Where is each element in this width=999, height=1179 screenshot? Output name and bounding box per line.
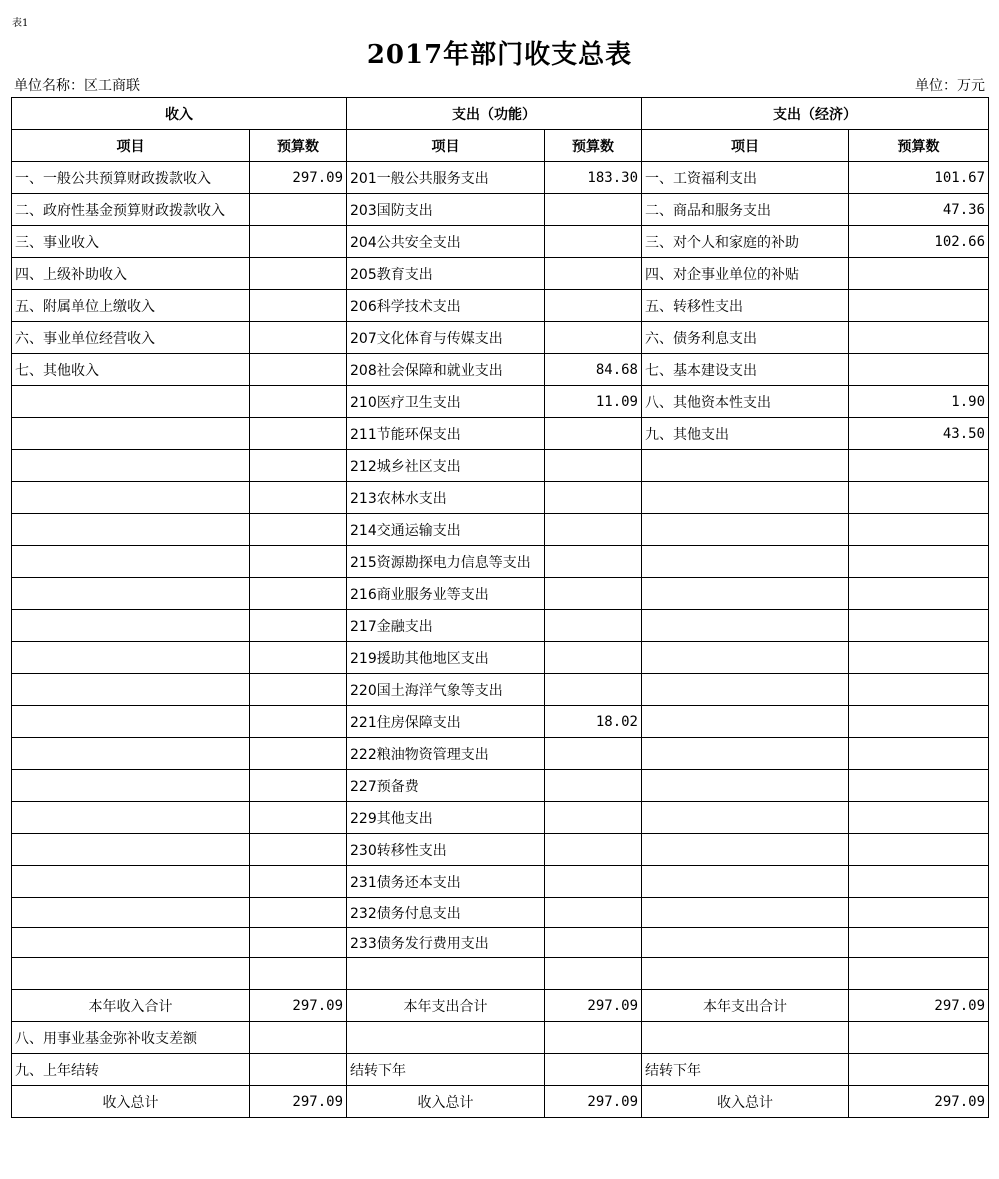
income-budget-cell — [250, 802, 347, 834]
economic-expense-budget-cell — [849, 610, 989, 642]
income-total-label: 本年收入合计 — [12, 990, 250, 1022]
economic-expense-item-cell — [642, 834, 849, 866]
column-header-item: 项目 — [642, 130, 849, 162]
income-item-cell — [12, 958, 250, 990]
column-header-budget: 预算数 — [849, 130, 989, 162]
functional-expense-item-cell: 204公共安全支出 — [347, 226, 545, 258]
income-item-cell — [12, 706, 250, 738]
economic-expense-budget-cell — [849, 642, 989, 674]
economic-expense-budget-cell — [849, 898, 989, 928]
income-total-value: 297.09 — [250, 990, 347, 1022]
economic-expense-budget-cell: 101.67 — [849, 162, 989, 194]
economic-expense-total-label: 本年支出合计 — [642, 990, 849, 1022]
functional-expense-budget-cell — [545, 834, 642, 866]
income-budget-cell — [250, 418, 347, 450]
economic-expense-budget-cell — [849, 674, 989, 706]
income-item-cell — [12, 578, 250, 610]
economic-expense-budget-cell — [849, 514, 989, 546]
column-header-item: 项目 — [347, 130, 545, 162]
annual-total-row — [12, 990, 989, 1022]
income-section-header: 收入 — [12, 98, 347, 130]
economic-expense-budget-cell — [849, 450, 989, 482]
income-budget-cell — [250, 450, 347, 482]
income-item-cell: 六、事业单位经营收入 — [12, 322, 250, 354]
functional-expense-total-value: 297.09 — [545, 990, 642, 1022]
economic-expense-budget-cell: 102.66 — [849, 226, 989, 258]
empty-cell — [545, 1022, 642, 1054]
functional-expense-item-cell: 205教育支出 — [347, 258, 545, 290]
functional-expense-item-cell: 219援助其他地区支出 — [347, 642, 545, 674]
economic-expense-budget-cell — [849, 802, 989, 834]
income-item-cell — [12, 770, 250, 802]
table-row — [12, 928, 989, 958]
economic-expense-item-cell — [642, 928, 849, 958]
table-row — [12, 386, 989, 418]
economic-expense-item-cell — [642, 958, 849, 990]
income-item-cell — [12, 642, 250, 674]
functional-expense-item-cell — [347, 958, 545, 990]
income-budget-cell — [250, 354, 347, 386]
economic-expense-section-header: 支出（经济） — [642, 98, 989, 130]
income-item-cell — [12, 928, 250, 958]
functional-expense-budget-cell: 183.30 — [545, 162, 642, 194]
empty-cell — [849, 1054, 989, 1086]
functional-expense-item-cell: 232债务付息支出 — [347, 898, 545, 928]
table-row — [12, 354, 989, 386]
functional-expense-item-cell: 213农林水支出 — [347, 482, 545, 514]
functional-expense-budget-cell — [545, 194, 642, 226]
income-budget-cell — [250, 226, 347, 258]
income-budget-cell — [250, 738, 347, 770]
economic-expense-item-cell — [642, 802, 849, 834]
column-header-row — [12, 130, 989, 162]
economic-expense-budget-cell — [849, 928, 989, 958]
table-row — [12, 482, 989, 514]
functional-expense-item-cell: 227预备费 — [347, 770, 545, 802]
grand-total-row — [12, 1086, 989, 1118]
table-row — [12, 802, 989, 834]
grand-total-economic-value: 297.09 — [849, 1086, 989, 1118]
income-budget-cell: 297.09 — [250, 162, 347, 194]
functional-expense-budget-cell — [545, 898, 642, 928]
grand-total-label: 收入总计 — [12, 1086, 250, 1118]
economic-expense-item-cell — [642, 706, 849, 738]
functional-expense-total-label: 本年支出合计 — [347, 990, 545, 1022]
income-budget-cell — [250, 386, 347, 418]
functional-expense-item-cell: 216商业服务业等支出 — [347, 578, 545, 610]
income-item-cell — [12, 610, 250, 642]
functional-expense-budget-cell — [545, 514, 642, 546]
functional-expense-item-cell: 231债务还本支出 — [347, 866, 545, 898]
empty-cell — [250, 1022, 347, 1054]
functional-expense-item-cell: 221住房保障支出 — [347, 706, 545, 738]
empty-cell — [849, 1022, 989, 1054]
functional-expense-item-cell: 203国防支出 — [347, 194, 545, 226]
economic-expense-budget-cell — [849, 322, 989, 354]
economic-expense-item-cell: 二、商品和服务支出 — [642, 194, 849, 226]
carryover-row — [12, 1054, 989, 1086]
functional-expense-item-cell: 215资源勘探电力信息等支出 — [347, 546, 545, 578]
table-row — [12, 322, 989, 354]
functional-expense-item-cell: 208社会保障和就业支出 — [347, 354, 545, 386]
functional-expense-item-cell: 201一般公共服务支出 — [347, 162, 545, 194]
functional-expense-budget-cell: 11.09 — [545, 386, 642, 418]
economic-expense-item-cell: 九、其他支出 — [642, 418, 849, 450]
economic-expense-budget-cell — [849, 258, 989, 290]
economic-expense-item-cell — [642, 450, 849, 482]
functional-expense-item-cell: 212城乡社区支出 — [347, 450, 545, 482]
income-budget-cell — [250, 514, 347, 546]
economic-expense-item-cell: 三、对个人和家庭的补助 — [642, 226, 849, 258]
income-item-cell — [12, 834, 250, 866]
income-item-cell — [12, 514, 250, 546]
functional-expense-item-cell: 229其他支出 — [347, 802, 545, 834]
economic-expense-item-cell — [642, 898, 849, 928]
income-budget-cell — [250, 928, 347, 958]
fund-supplement-label: 八、用事业基金弥补收支差额 — [12, 1022, 250, 1054]
economic-expense-item-cell — [642, 482, 849, 514]
income-item-cell — [12, 418, 250, 450]
table-row — [12, 958, 989, 990]
functional-expense-budget-cell — [545, 258, 642, 290]
functional-expense-budget-cell — [545, 482, 642, 514]
economic-expense-item-cell — [642, 738, 849, 770]
currency-unit-label: 单位：万元 — [915, 78, 985, 94]
income-budget-cell — [250, 706, 347, 738]
table-row — [12, 738, 989, 770]
economic-expense-budget-cell — [849, 738, 989, 770]
functional-expense-item-cell: 214交通运输支出 — [347, 514, 545, 546]
table-row — [12, 418, 989, 450]
income-item-cell — [12, 802, 250, 834]
functional-expense-budget-cell — [545, 290, 642, 322]
grand-total-label: 收入总计 — [347, 1086, 545, 1118]
functional-expense-budget-cell — [545, 928, 642, 958]
functional-expense-budget-cell — [545, 226, 642, 258]
economic-expense-item-cell — [642, 642, 849, 674]
grand-total-label: 收入总计 — [642, 1086, 849, 1118]
empty-cell — [347, 1022, 545, 1054]
functional-expense-budget-cell: 18.02 — [545, 706, 642, 738]
functional-expense-item-cell: 207文化体育与传媒支出 — [347, 322, 545, 354]
income-budget-cell — [250, 482, 347, 514]
table-row — [12, 546, 989, 578]
economic-expense-budget-cell — [849, 578, 989, 610]
income-item-cell — [12, 866, 250, 898]
functional-expense-item-cell: 217金融支出 — [347, 610, 545, 642]
functional-expense-section-header: 支出（功能） — [347, 98, 642, 130]
economic-expense-item-cell: 一、工资福利支出 — [642, 162, 849, 194]
functional-expense-budget-cell — [545, 322, 642, 354]
income-budget-cell — [250, 834, 347, 866]
income-item-cell: 四、上级补助收入 — [12, 258, 250, 290]
functional-expense-budget-cell — [545, 578, 642, 610]
economic-expense-budget-cell: 1.90 — [849, 386, 989, 418]
income-item-cell: 一、一般公共预算财政拨款收入 — [12, 162, 250, 194]
economic-expense-budget-cell — [849, 958, 989, 990]
economic-expense-budget-cell — [849, 866, 989, 898]
table-row — [12, 514, 989, 546]
functional-expense-budget-cell — [545, 958, 642, 990]
economic-expense-budget-cell — [849, 770, 989, 802]
column-header-budget: 预算数 — [250, 130, 347, 162]
table-row — [12, 674, 989, 706]
functional-expense-budget-cell — [545, 674, 642, 706]
economic-expense-total-value: 297.09 — [849, 990, 989, 1022]
income-item-cell — [12, 738, 250, 770]
table-row — [12, 770, 989, 802]
functional-expense-item-cell: 222粮油物资管理支出 — [347, 738, 545, 770]
functional-expense-item-cell: 233债务发行费用支出 — [347, 928, 545, 958]
table-row — [12, 866, 989, 898]
empty-cell — [250, 1054, 347, 1086]
functional-expense-budget-cell — [545, 770, 642, 802]
income-item-cell — [12, 898, 250, 928]
economic-expense-item-cell: 六、债务利息支出 — [642, 322, 849, 354]
income-budget-cell — [250, 674, 347, 706]
income-budget-cell — [250, 322, 347, 354]
income-budget-cell — [250, 866, 347, 898]
income-item-cell — [12, 546, 250, 578]
table-row — [12, 258, 989, 290]
table-row — [12, 578, 989, 610]
carry-forward-label: 结转下年 — [642, 1054, 849, 1086]
income-budget-cell — [250, 898, 347, 928]
income-item-cell — [12, 450, 250, 482]
table-row — [12, 450, 989, 482]
table-row — [12, 226, 989, 258]
economic-expense-item-cell: 五、转移性支出 — [642, 290, 849, 322]
fund-supplement-row — [12, 1022, 989, 1054]
empty-cell — [642, 1022, 849, 1054]
income-budget-cell — [250, 194, 347, 226]
functional-expense-budget-cell — [545, 450, 642, 482]
empty-cell — [545, 1054, 642, 1086]
table-row — [12, 610, 989, 642]
income-item-cell: 五、附属单位上缴收入 — [12, 290, 250, 322]
functional-expense-item-cell: 211节能环保支出 — [347, 418, 545, 450]
prior-year-carryover-label: 九、上年结转 — [12, 1054, 250, 1086]
functional-expense-budget-cell — [545, 738, 642, 770]
economic-expense-item-cell — [642, 866, 849, 898]
income-budget-cell — [250, 578, 347, 610]
functional-expense-budget-cell — [545, 418, 642, 450]
table-row — [12, 898, 989, 928]
economic-expense-budget-cell: 47.36 — [849, 194, 989, 226]
economic-expense-budget-cell — [849, 290, 989, 322]
income-budget-cell — [250, 258, 347, 290]
economic-expense-budget-cell — [849, 546, 989, 578]
table-row — [12, 162, 989, 194]
economic-expense-item-cell: 七、基本建设支出 — [642, 354, 849, 386]
carry-forward-label: 结转下年 — [347, 1054, 545, 1086]
income-item-cell: 七、其他收入 — [12, 354, 250, 386]
functional-expense-item-cell: 210医疗卫生支出 — [347, 386, 545, 418]
page-title: 2017年部门收支总表 — [366, 40, 633, 70]
column-header-item: 项目 — [12, 130, 250, 162]
income-item-cell — [12, 674, 250, 706]
economic-expense-budget-cell — [849, 706, 989, 738]
functional-expense-budget-cell — [545, 610, 642, 642]
functional-expense-budget-cell — [545, 546, 642, 578]
column-header-budget: 预算数 — [545, 130, 642, 162]
functional-expense-item-cell: 206科学技术支出 — [347, 290, 545, 322]
unit-name-label: 单位名称：区工商联 — [14, 78, 140, 94]
table-row — [12, 642, 989, 674]
income-budget-cell — [250, 546, 347, 578]
table-row — [12, 194, 989, 226]
income-item-cell — [12, 482, 250, 514]
budget-summary-table — [11, 97, 989, 1118]
functional-expense-item-cell: 230转移性支出 — [347, 834, 545, 866]
grand-total-income-value: 297.09 — [250, 1086, 347, 1118]
economic-expense-item-cell — [642, 546, 849, 578]
income-budget-cell — [250, 290, 347, 322]
income-budget-cell — [250, 642, 347, 674]
table-number-tag: 表1 — [12, 18, 29, 29]
section-header-row — [12, 98, 989, 130]
economic-expense-budget-cell — [849, 834, 989, 866]
income-item-cell: 二、政府性基金预算财政拨款收入 — [12, 194, 250, 226]
table-row — [12, 290, 989, 322]
economic-expense-budget-cell: 43.50 — [849, 418, 989, 450]
economic-expense-item-cell — [642, 674, 849, 706]
economic-expense-item-cell: 八、其他资本性支出 — [642, 386, 849, 418]
income-budget-cell — [250, 770, 347, 802]
economic-expense-item-cell: 四、对企事业单位的补贴 — [642, 258, 849, 290]
functional-expense-item-cell: 220国土海洋气象等支出 — [347, 674, 545, 706]
income-budget-cell — [250, 610, 347, 642]
income-item-cell: 三、事业收入 — [12, 226, 250, 258]
functional-expense-budget-cell — [545, 866, 642, 898]
economic-expense-budget-cell — [849, 354, 989, 386]
economic-expense-item-cell — [642, 578, 849, 610]
economic-expense-budget-cell — [849, 482, 989, 514]
economic-expense-item-cell — [642, 514, 849, 546]
income-item-cell — [12, 386, 250, 418]
functional-expense-budget-cell — [545, 642, 642, 674]
table-row — [12, 706, 989, 738]
functional-expense-budget-cell: 84.68 — [545, 354, 642, 386]
income-budget-cell — [250, 958, 347, 990]
functional-expense-budget-cell — [545, 802, 642, 834]
table-row — [12, 834, 989, 866]
grand-total-functional-value: 297.09 — [545, 1086, 642, 1118]
economic-expense-item-cell — [642, 610, 849, 642]
economic-expense-item-cell — [642, 770, 849, 802]
